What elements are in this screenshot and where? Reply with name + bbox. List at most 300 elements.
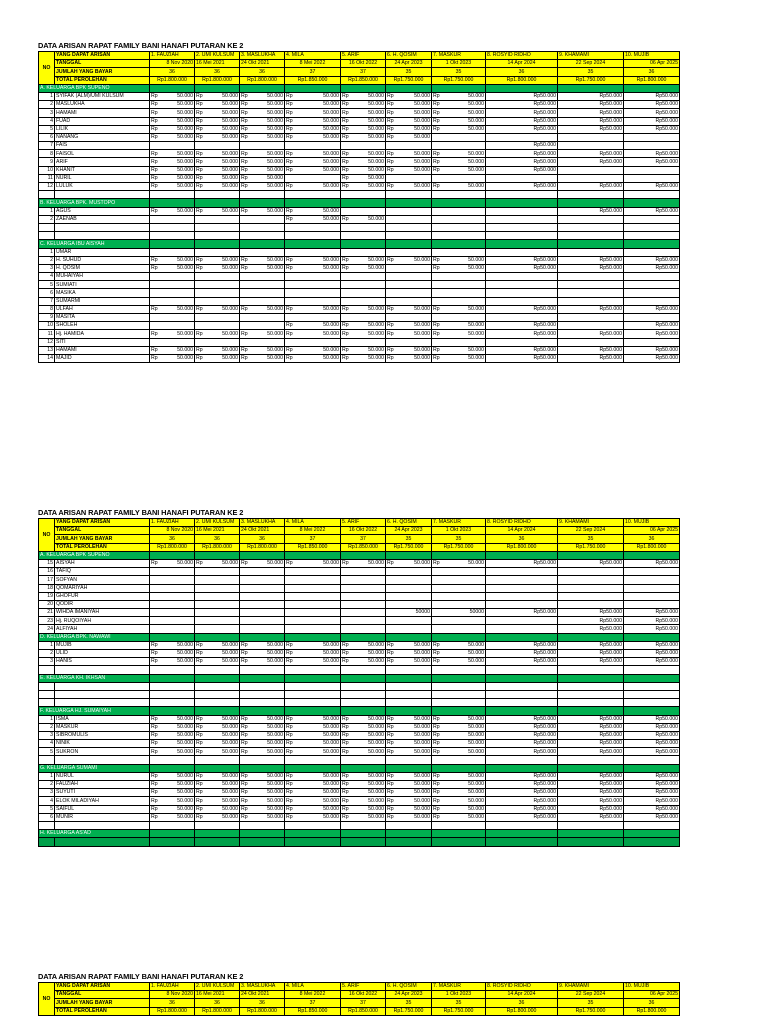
payment-cell: [150, 273, 195, 281]
payment-cell: [240, 592, 285, 600]
section-cell: [386, 199, 432, 207]
section-cell: [285, 838, 341, 846]
currency-label: Rp: [241, 134, 248, 141]
payment-cell: Rp50.000: [624, 797, 680, 805]
empty-cell: [39, 682, 55, 690]
currency-label: Rp: [286, 781, 293, 788]
payment-cell: [150, 183, 195, 191]
amount-value: 50.000: [177, 207, 193, 214]
section-cell: [558, 764, 624, 772]
payment-cell: Rp50.000: [558, 641, 624, 649]
member-name: H. SUHUD: [55, 256, 150, 264]
payment-cell: [285, 133, 341, 141]
header-total-cell: Rp1.750.000: [558, 543, 624, 551]
currency-label: Rp: [342, 642, 349, 649]
member-row: [39, 281, 680, 289]
currency-label: Rp: [342, 306, 349, 313]
currency-label: Rp: [196, 150, 203, 157]
payment-cell: [386, 330, 432, 338]
payment-cell: Rp50.000: [486, 101, 558, 109]
payment-cell: [285, 174, 341, 182]
payment-cell: [432, 789, 486, 797]
amount-value: 50.000: [468, 347, 484, 354]
payment-cell: [240, 183, 285, 191]
payment-cell: [624, 592, 680, 600]
payment-cell: [341, 174, 386, 182]
section-cell: [624, 674, 680, 682]
payment-cell: Rp50.000: [558, 625, 624, 633]
header-winner-cell: 6. H. QOSIM: [386, 52, 432, 60]
currency-label: Rp: [241, 265, 248, 272]
amount-value: 50.000: [267, 256, 283, 263]
currency-label: Rp: [286, 789, 293, 796]
payment-cell: [195, 568, 240, 576]
payment-cell: [432, 166, 486, 174]
amount-value: 50.000: [267, 789, 283, 796]
empty-cell: [432, 756, 486, 764]
amount-value: 50.000: [323, 773, 339, 780]
currency-label: Rp: [387, 166, 394, 173]
amount-value: 50.000: [267, 658, 283, 665]
header-row-date: [39, 527, 680, 535]
amount-value: 50.000: [414, 117, 430, 124]
payment-cell: [341, 264, 386, 272]
empty-cell: [558, 821, 624, 829]
payment-cell: Rp50.000: [558, 740, 624, 748]
currency-label: Rp: [241, 773, 248, 780]
section-cell: [341, 838, 386, 846]
header-count-cell: 36: [195, 999, 240, 1007]
empty-cell: [341, 690, 386, 698]
currency-label: Rp: [241, 732, 248, 739]
amount-value: 50.000: [323, 125, 339, 132]
currency-label: Rp: [151, 355, 158, 362]
header-date-cell: 22 Sep 2024: [558, 60, 624, 68]
payment-cell: [195, 248, 240, 256]
section-cell: [432, 240, 486, 248]
member-row: [39, 813, 680, 821]
payment-cell: [240, 109, 285, 117]
section-cell: [341, 830, 386, 838]
payment-cell: Rp50.000: [486, 805, 558, 813]
member-no: 2: [39, 723, 55, 731]
section-cell: [432, 707, 486, 715]
section-cell: [624, 633, 680, 641]
payment-cell: [285, 158, 341, 166]
payment-cell: [195, 273, 240, 281]
amount-value: 50.000: [177, 150, 193, 157]
currency-label: Rp: [286, 560, 293, 567]
empty-cell: [240, 699, 285, 707]
payment-cell: [150, 305, 195, 313]
payment-cell: [285, 281, 341, 289]
empty-cell: [432, 223, 486, 231]
payment-cell: [195, 305, 240, 313]
amount-value: 50.000: [468, 166, 484, 173]
section-cell: [486, 240, 558, 248]
payment-cell: [558, 289, 624, 297]
payment-cell: [195, 813, 240, 821]
currency-label: Rp: [241, 207, 248, 214]
empty-cell: [55, 666, 150, 674]
payment-cell: [558, 314, 624, 322]
amount-value: 50.000: [222, 175, 238, 182]
payment-cell: [285, 183, 341, 191]
section-cell: [150, 674, 195, 682]
currency-label: Rp: [433, 322, 440, 329]
payment-cell: [285, 772, 341, 780]
header-count-cell: 36: [150, 68, 195, 76]
payment-cell: [285, 150, 341, 158]
payment-cell: [486, 289, 558, 297]
payment-cell: [432, 592, 486, 600]
member-row: [39, 314, 680, 322]
amount-value: 50.000: [267, 150, 283, 157]
empty-cell: [285, 232, 341, 240]
section-cell: [341, 551, 386, 559]
member-no: 19: [39, 592, 55, 600]
empty-cell: [39, 191, 55, 199]
member-name: Hj. RUQOIYAH: [55, 617, 150, 625]
amount-value: 50.000: [368, 658, 384, 665]
amount-value: 50.000: [222, 658, 238, 665]
payment-cell: [195, 625, 240, 633]
member-no: 1: [39, 92, 55, 100]
member-name: H. QOSIM: [55, 264, 150, 272]
section-tail-row: [39, 838, 680, 846]
currency-label: Rp: [433, 715, 440, 722]
header-total-cell: Rp1.800.000: [150, 76, 195, 84]
amount-value: 50.000: [468, 93, 484, 100]
section-title: G. KELUARGA SUMAMI: [39, 764, 150, 772]
header-winner-cell: 7. MASKUR: [432, 519, 486, 527]
section-cell: [285, 707, 341, 715]
amount-value: 50.000: [468, 330, 484, 337]
empty-cell: [486, 756, 558, 764]
empty-cell: [39, 756, 55, 764]
empty-cell: [386, 232, 432, 240]
payment-cell: [386, 289, 432, 297]
amount-value: 50.000: [468, 158, 484, 165]
payment-cell: [386, 641, 432, 649]
section-cell: [195, 199, 240, 207]
amount-value: 50.000: [323, 134, 339, 141]
payment-cell: [195, 215, 240, 223]
currency-label: Rp: [151, 781, 158, 788]
payment-cell: [240, 150, 285, 158]
payment-cell: [195, 338, 240, 346]
blank-row: [39, 756, 680, 764]
payment-cell: [240, 158, 285, 166]
empty-cell: [285, 223, 341, 231]
member-name: SUYUTI: [55, 789, 150, 797]
payment-cell: Rp50.000: [624, 805, 680, 813]
amount-value: 50.000: [267, 93, 283, 100]
payment-cell: [195, 109, 240, 117]
currency-label: Rp: [387, 355, 394, 362]
section-cell: [558, 674, 624, 682]
payment-cell: [240, 207, 285, 215]
currency-label: Rp: [342, 166, 349, 173]
empty-cell: [624, 191, 680, 199]
payment-cell: [624, 576, 680, 584]
currency-label: Rp: [433, 150, 440, 157]
amount-value: 50.000: [414, 814, 430, 821]
blank-row: [39, 699, 680, 707]
header-winner-cell: 8. ROSYID RIDHO: [486, 52, 558, 60]
empty-cell: [432, 232, 486, 240]
currency-label: Rp: [151, 265, 158, 272]
amount-value: 50.000: [368, 560, 384, 567]
section-cell: [386, 240, 432, 248]
member-no: 4: [39, 273, 55, 281]
header-row-total: [39, 543, 680, 551]
payment-cell: [432, 174, 486, 182]
payment-cell: [386, 314, 432, 322]
payment-cell: [195, 183, 240, 191]
payment-cell: [341, 256, 386, 264]
section-cell: [432, 199, 486, 207]
header-winner-cell: 9. KHAMAMI: [558, 52, 624, 60]
currency-label: Rp: [286, 740, 293, 747]
amount-value: 50.000: [368, 175, 384, 182]
payment-cell: [386, 92, 432, 100]
header-date-cell: 1 Okt 2023: [432, 991, 486, 999]
payment-cell: Rp50.000: [486, 346, 558, 354]
member-row: [39, 715, 680, 723]
currency-label: Rp: [151, 789, 158, 796]
amount-value: 50.000: [468, 740, 484, 747]
empty-cell: [486, 232, 558, 240]
currency-label: Rp: [151, 125, 158, 132]
payment-cell: [486, 584, 558, 592]
payment-cell: [285, 273, 341, 281]
currency-label: Rp: [151, 650, 158, 657]
payment-cell: [285, 568, 341, 576]
payment-cell: [240, 805, 285, 813]
header-row-count: [39, 535, 680, 543]
payment-cell: [285, 740, 341, 748]
section-cell: [195, 84, 240, 92]
amount-value: 50.000: [368, 781, 384, 788]
document-title: DATA ARISAN RAPAT FAMILY BANI HANAFI PUTARAN KE 2: [38, 41, 244, 50]
member-row: [39, 805, 680, 813]
payment-cell: [432, 314, 486, 322]
header-count-cell: 36: [624, 68, 680, 76]
payment-cell: [341, 715, 386, 723]
member-no: 5: [39, 281, 55, 289]
member-no: 1: [39, 248, 55, 256]
payment-cell: [150, 109, 195, 117]
payment-cell: [386, 584, 432, 592]
currency-label: Rp: [196, 134, 203, 141]
currency-label: Rp: [433, 642, 440, 649]
section-cell: [195, 838, 240, 846]
empty-cell: [195, 756, 240, 764]
member-row: [39, 109, 680, 117]
payment-cell: [341, 568, 386, 576]
amount-value: 50.000: [468, 183, 484, 190]
payment-cell: Rp50.000: [558, 150, 624, 158]
payment-cell: [285, 314, 341, 322]
payment-cell: [341, 142, 386, 150]
payment-cell: 50000: [386, 609, 432, 617]
amount-value: 50.000: [368, 101, 384, 108]
section-cell: [624, 84, 680, 92]
section-cell: [240, 240, 285, 248]
empty-cell: [624, 690, 680, 698]
amount-value: 50.000: [468, 101, 484, 108]
section-cell: [285, 830, 341, 838]
empty-cell: [432, 699, 486, 707]
empty-cell: [558, 666, 624, 674]
payment-cell: Rp50.000: [486, 723, 558, 731]
amount-value: 50.000: [414, 740, 430, 747]
empty-cell: [195, 191, 240, 199]
payment-cell: [240, 740, 285, 748]
member-name: SIBROMULIS: [55, 731, 150, 739]
payment-cell: Rp50.000: [624, 617, 680, 625]
empty-cell: [240, 821, 285, 829]
member-name: MUJIB: [55, 641, 150, 649]
payment-cell: [432, 183, 486, 191]
header-date-cell: 8 Mei 2022: [285, 527, 341, 535]
empty-cell: [624, 821, 680, 829]
header-row-winner: [39, 983, 680, 991]
header-winner-cell: 3. MASLUKHA: [240, 983, 285, 991]
header-date-cell: 14 Apr 2024: [486, 527, 558, 535]
amount-value: 50.000: [414, 797, 430, 804]
empty-cell: [386, 821, 432, 829]
payment-cell: Rp50.000: [558, 748, 624, 756]
amount-value: 50.000: [368, 814, 384, 821]
currency-label: Rp: [241, 805, 248, 812]
payment-cell: [624, 314, 680, 322]
currency-label: Rp: [342, 781, 349, 788]
empty-cell: [39, 223, 55, 231]
amount-value: 50.000: [222, 748, 238, 755]
section-cell: [624, 551, 680, 559]
header-winner-cell: 1. FAUZIAH: [150, 519, 195, 527]
member-name: LULUK: [55, 183, 150, 191]
amount-value: 50.000: [323, 265, 339, 272]
currency-label: Rp: [433, 723, 440, 730]
header-total-cell: Rp1.850.000: [341, 1007, 386, 1015]
header-date-cell: 1 Okt 2023: [432, 60, 486, 68]
payment-cell: [558, 338, 624, 346]
section-cell: [341, 84, 386, 92]
payment-cell: [386, 150, 432, 158]
payment-cell: [432, 125, 486, 133]
payment-cell: [285, 658, 341, 666]
header-total-cell: Rp1.800.000: [195, 543, 240, 551]
currency-label: Rp: [387, 740, 394, 747]
currency-label: Rp: [151, 814, 158, 821]
header-count-cell: 36: [240, 535, 285, 543]
payment-cell: [386, 748, 432, 756]
empty-cell: [195, 821, 240, 829]
header-count-cell: 36: [150, 535, 195, 543]
payment-cell: [341, 740, 386, 748]
amount-value: 50.000: [267, 740, 283, 747]
payment-cell: Rp50.000: [486, 264, 558, 272]
payment-cell: [240, 92, 285, 100]
currency-label: Rp: [196, 175, 203, 182]
header-date-cell: 24 Apr 2023: [386, 991, 432, 999]
payment-cell: [432, 133, 486, 141]
payment-cell: Rp50.000: [624, 109, 680, 117]
currency-label: Rp: [342, 650, 349, 657]
header-count-cell: 37: [341, 68, 386, 76]
currency-label: Rp: [433, 650, 440, 657]
empty-cell: [558, 699, 624, 707]
payment-cell: [285, 592, 341, 600]
header-count-cell: 36: [624, 535, 680, 543]
member-row: [39, 117, 680, 125]
currency-label: Rp: [241, 797, 248, 804]
member-row: [39, 101, 680, 109]
header-total-cell: Rp1.850.000: [341, 76, 386, 84]
empty-cell: [150, 821, 195, 829]
payment-cell: [558, 215, 624, 223]
payment-cell: [150, 772, 195, 780]
section-cell: [240, 764, 285, 772]
currency-label: Rp: [151, 560, 158, 567]
header-total-cell: Rp1.800.000: [195, 1007, 240, 1015]
payment-cell: [240, 248, 285, 256]
currency-label: Rp: [387, 183, 394, 190]
payment-cell: Rp50.000: [486, 142, 558, 150]
header-count-cell: 35: [386, 535, 432, 543]
payment-cell: [240, 650, 285, 658]
amount-value: 50.000: [222, 560, 238, 567]
section-cell: [285, 633, 341, 641]
header-label: YANG DAPAT ARISAN: [55, 519, 150, 527]
payment-cell: [195, 731, 240, 739]
payment-cell: [486, 338, 558, 346]
member-name: UMAR: [55, 248, 150, 256]
payment-cell: [150, 781, 195, 789]
empty-cell: [150, 690, 195, 698]
amount-value: 50.000: [177, 748, 193, 755]
payment-cell: [195, 658, 240, 666]
header-winner-cell: 2. UMI KULSUM: [195, 52, 240, 60]
currency-label: Rp: [151, 93, 158, 100]
currency-label: Rp: [433, 658, 440, 665]
currency-label: Rp: [433, 166, 440, 173]
currency-label: Rp: [433, 101, 440, 108]
amount-value: 50.000: [267, 306, 283, 313]
header-total-cell: Rp1.750.000: [432, 543, 486, 551]
empty-cell: [55, 223, 150, 231]
payment-cell: [240, 101, 285, 109]
section-cell: [486, 707, 558, 715]
empty-cell: [150, 191, 195, 199]
currency-label: Rp: [196, 740, 203, 747]
empty-cell: [558, 690, 624, 698]
currency-label: Rp: [286, 773, 293, 780]
payment-cell: Rp50.000: [624, 731, 680, 739]
payment-cell: [386, 805, 432, 813]
header-date-cell: 24 Okt 2021: [240, 60, 285, 68]
payment-cell: [240, 731, 285, 739]
payment-cell: [195, 789, 240, 797]
payment-cell: [432, 289, 486, 297]
payment-cell: [285, 354, 341, 362]
payment-cell: [386, 281, 432, 289]
section-cell: [624, 764, 680, 772]
header-winner-cell: 3. MASLUKHA: [240, 52, 285, 60]
